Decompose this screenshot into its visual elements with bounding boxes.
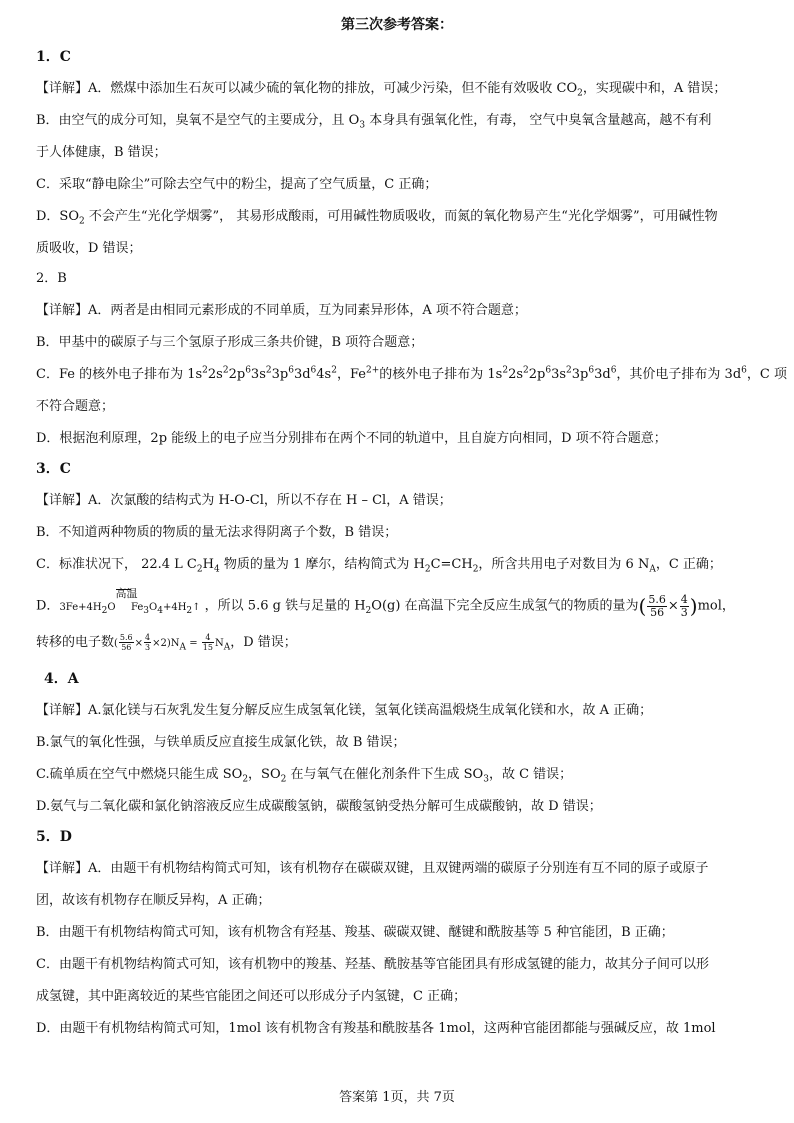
- q2-detail-c: C．Fe 的核外电子排布为 $1s^22s^22p^63s^23p^63d^64s^2$，$Fe^{2+}$的核外电子排布为 $1s^22s^22p^63s^23p^63d^6$，其价电子排布为 $3d^6$，C 项: [36, 365, 787, 382]
- fraction-small-1: $\frac{5.6}{56}$: [119, 633, 133, 652]
- q4-detail-d: D.氨气与二氧化碳和氯化钠溶液反应生成碳酸氢钠，碳酸氢钠受热分解可生成碳酸钠，故 D 错误；: [36, 799, 602, 814]
- q3-detail-b: B．不知道两种物质的物质的量无法求得阴离子个数，B 错误；: [36, 525, 398, 540]
- question-number-2: 2．B: [36, 271, 67, 286]
- q4-detail-c: C.硫单质在空气中燃烧只能生成 $SO_2$，$SO_2$ 在与氧气在催化剂条件下生成 $SO_3$，故 C 错误；: [36, 767, 573, 785]
- q2-detail-a: 【详解】A．两者是由相同元素形成的不同单质，互为同素异形体，A 项不符合题意；: [36, 303, 527, 318]
- fraction-small-2: $\frac{4}{3}$: [145, 633, 151, 652]
- q3-detail-a: 【详解】A．次氯酸的结构式为 H-O-Cl，所以不存在 H – Cl，A 错误；: [36, 493, 452, 508]
- q2-detail-c-cont: 不符合题意；: [36, 399, 115, 414]
- q4-detail-b: B.氯气的氧化性强，与铁单质反应直接生成氯化铁，故 B 错误；: [36, 735, 406, 750]
- q1-detail-d: D．$SO_2$ 不会产生“光化学烟雾”， 其易形成酸雨，可用碱性物质吸收，而氮的氧化物易产生“光化学烟雾”，可用碱性物: [36, 209, 718, 227]
- question-number-1: 1．C: [36, 49, 71, 65]
- q1-detail-d-cont: 质吸收，D 错误；: [36, 241, 142, 256]
- q2-detail-d: D．根据泡利原理，2p 能级上的电子应当分别排布在两个不同的轨道中，且自旋方向相同，D 项不符合题意；: [36, 431, 667, 446]
- q5-detail-c-cont: 成氢键，其中距离较近的某些官能团之间还可以形成分子内氢键，C 正确；: [36, 989, 467, 1004]
- fraction-small-3: $\frac{4}{15}$: [202, 633, 213, 652]
- q5-detail-a-cont: 团，故该有机物存在顺反异构，A 正确；: [36, 893, 271, 908]
- q4-detail-a: 【详解】A.氯化镁与石灰乳发生复分解反应生成氢氧化镁，氢氧化镁高温煅烧生成氧化镁和水，故 A 正确；: [36, 703, 653, 718]
- fraction-5-6-over-56: $\frac{5.6}{56}$: [648, 592, 666, 619]
- q3-detail-d-cont: 转移的电子数( $\frac{5.6}{56}$ × $\frac{4}{3}$ $\times 2)N_A$ = $\frac{4}{15}$ $N_A$，D 错误；: [36, 633, 297, 653]
- page-title: 第三次参考答案：: [341, 17, 453, 33]
- q3-detail-c: C．标准状况下， 22.4 L $C_2H_4$ 物质的量为 1 摩尔，结构简式为 $H_2C=CH_2$，所含共用电子对数目为 6 $N_A$，C 正确；: [36, 557, 722, 575]
- reaction-equation: $3Fe+4H_2O$ 高温 $Fe_3O_4+4H_2↑$: [59, 602, 200, 613]
- q5-detail-c: C．由题干有机物结构简式可知，该有机物中的羧基、羟基、酰胺基等官能团具有形成氢键的能力，故其分子间可以形: [36, 957, 709, 972]
- q5-detail-d: D．由题干有机物结构简式可知，1mol 该有机物含有羧基和酰胺基各 1mol，这两种官能团都能与强碱反应，故 1mol: [36, 1021, 716, 1036]
- q2-detail-b: B．甲基中的碳原子与三个氢原子形成三条共价键，B 项符合题意；: [36, 335, 424, 350]
- q1-detail-b-cont: 于人体健康，B 错误；: [36, 145, 167, 160]
- q5-detail-b: B．由题干有机物结构简式可知，该有机物含有羟基、羧基、碳碳双键、醚键和酰胺基等 5 种官能团，B 正确；: [36, 925, 674, 940]
- fraction-4-over-3: $\frac{4}{3}$: [680, 592, 688, 619]
- q1-detail-b: B．由空气的成分可知，臭氧不是空气的主要成分，且 $O_3$ 本身具有强氧化性，有毒， 空气中臭氧含量越高，越不有利: [36, 113, 712, 131]
- question-number-3: 3．C: [36, 461, 71, 477]
- question-number-5: 5．D: [36, 829, 72, 845]
- q5-detail-a: 【详解】A．由题干有机物结构简式可知，该有机物存在碳碳双键，且双键两端的碳原子分别连有互不同的原子或原子: [36, 861, 709, 876]
- q1-detail-c: C．采取“静电除尘”可除去空气中的粉尘，提高了空气质量，C 正确；: [36, 177, 438, 192]
- q3-detail-d: D．$3Fe+4H_2O$ 高温 $Fe_3O_4+4H_2↑$ ，所以 5.6 g 铁与足量的 $H_2O(g)$ 在高温下完全反应生成氢气的物质的量为( $\frac{5.6}{56}$ × $\frac{4}{3}$ )mol，: [36, 588, 766, 624]
- question-number-4: 4．A: [44, 671, 79, 687]
- q1-detail-a: 【详解】A．燃煤中添加生石灰可以减少硫的氧化物的排放，可减少污染，但不能有效吸收 $CO_2$，实现碳中和，A 错误；: [36, 81, 727, 99]
- page-footer: 答案第 1页，共 7页: [339, 1090, 455, 1105]
